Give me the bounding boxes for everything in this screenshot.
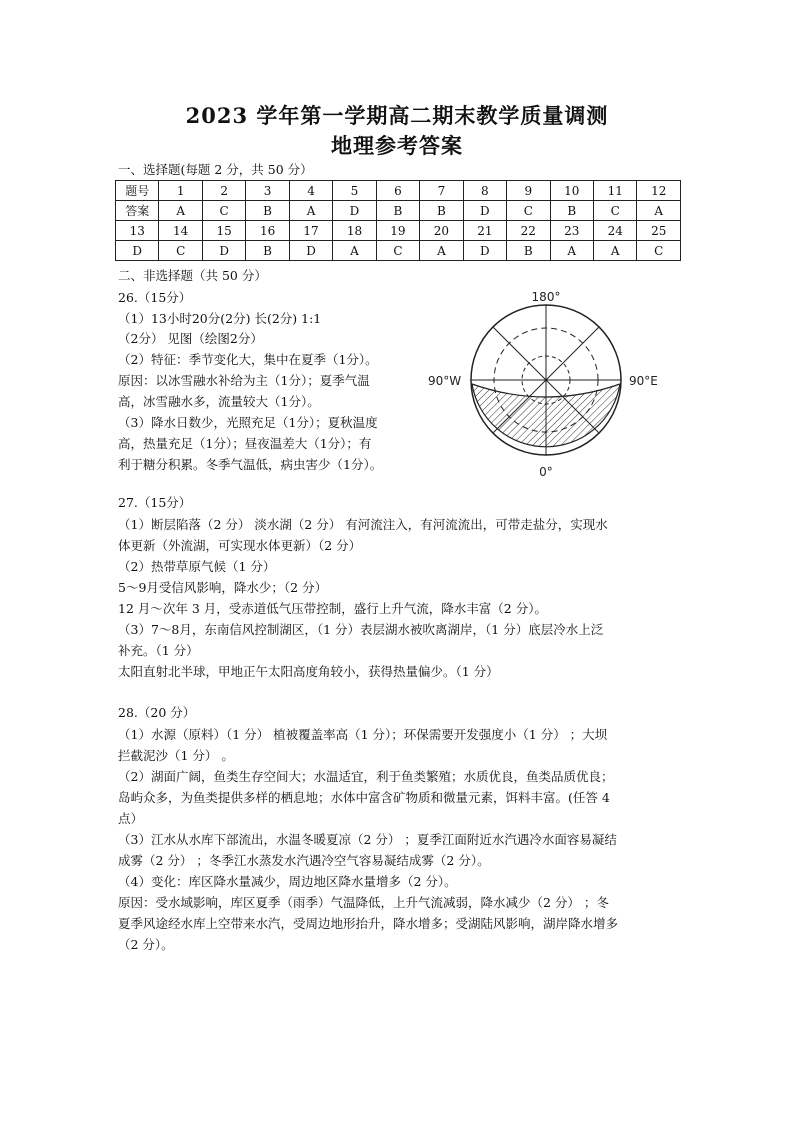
q26-line: （1）13小时20分(2分) 长(2分) 1:1 bbox=[118, 311, 322, 326]
table-cell: C bbox=[507, 201, 550, 221]
table-cell: B bbox=[376, 201, 419, 221]
table-cell: 18 bbox=[333, 221, 376, 241]
table-cell: 15 bbox=[202, 221, 245, 241]
page-title: 2023 学年第一学期高二期末教学质量调测 bbox=[185, 103, 609, 128]
table-cell: 22 bbox=[507, 221, 550, 241]
q28-line: （4）变化：库区降水量减少，周边地区降水量增多（2 分）。 bbox=[118, 874, 457, 889]
q28-line: （3）江水从水库下部流出，水温冬暖夏凉（2 分） ；夏季江面附近水汽遇冷水面容易凝结 bbox=[118, 832, 617, 847]
table-cell: 16 bbox=[246, 221, 289, 241]
q26-heading: 26.（15分） bbox=[118, 290, 192, 305]
table-cell: B bbox=[420, 201, 463, 221]
q28-heading: 28.（20 分） bbox=[118, 705, 196, 720]
q27-heading: 27.（15分） bbox=[118, 495, 192, 510]
table-cell: 题号 bbox=[116, 181, 159, 201]
table-cell: 25 bbox=[637, 221, 681, 241]
table-cell: A bbox=[289, 201, 332, 221]
q28-line: （2 分）。 bbox=[118, 937, 174, 952]
q28-line: 拦截泥沙（1 分） 。 bbox=[118, 748, 234, 763]
q26-line: （2）特征：季节变化大，集中在夏季（1分）。 bbox=[118, 352, 378, 367]
q28-line: 原因：受水域影响，库区夏季（雨季）气温降低，上升气流减弱，降水减少（2 分） ；冬 bbox=[118, 895, 609, 910]
table-row bbox=[116, 241, 681, 261]
q26-line: 高，热量充足（1分）；昼夜温差大（1分）；有 bbox=[118, 436, 372, 451]
q26-line: 高，冰雪融水多，流量较大（1分）。 bbox=[118, 394, 320, 409]
table-cell: 14 bbox=[159, 221, 202, 241]
table-cell: 13 bbox=[116, 221, 159, 241]
q26-line: （3）降水日数少，光照充足（1分）；夏秋温度 bbox=[118, 415, 378, 430]
table-cell: 19 bbox=[376, 221, 419, 241]
q27-line: （1）断层陷落（2 分） 淡水湖（2 分） 有河流注入，有河流流出，可带走盐分，实现水 bbox=[118, 517, 608, 532]
table-cell: D bbox=[116, 241, 159, 261]
q28-line: （2）湖面广阔，鱼类生存空间大；水温适宜，利于鱼类繁殖；水质优良，鱼类品质优良； bbox=[118, 769, 614, 784]
q27-line: 5～9月受信风影响，降水少；（2 分） bbox=[118, 580, 328, 595]
table-cell: B bbox=[550, 201, 593, 221]
table-cell: C bbox=[376, 241, 419, 261]
table-cell: 7 bbox=[420, 181, 463, 201]
table-cell: B bbox=[246, 201, 289, 221]
table-cell: D bbox=[289, 241, 332, 261]
q27-line: （3）7～8月，东南信风控制湖区，（1 分）表层湖水被吹离湖岸，（1 分）底层冷水上泛 bbox=[118, 622, 604, 637]
table-cell: 10 bbox=[550, 181, 593, 201]
table-cell: 12 bbox=[637, 181, 681, 201]
table-row bbox=[116, 201, 681, 221]
table-cell: A bbox=[159, 201, 202, 221]
table-cell: 23 bbox=[550, 221, 593, 241]
page-subtitle: 地理参考答案 bbox=[331, 133, 463, 158]
q27-line: 补充。（1 分） bbox=[118, 643, 199, 658]
label-180: 180° bbox=[531, 290, 561, 304]
q27-line: 12 月～次年 3 月，受赤道低气压带控制，盛行上升气流，降水丰富（2 分）。 bbox=[118, 601, 547, 616]
table-cell: D bbox=[463, 241, 506, 261]
table-cell: 21 bbox=[463, 221, 506, 241]
q26-line: （2分） 见图（绘图2分） bbox=[118, 331, 263, 346]
table-cell: A bbox=[333, 241, 376, 261]
table-cell: 1 bbox=[159, 181, 202, 201]
table-row bbox=[116, 221, 681, 241]
q26-line: 原因：以冰雪融水补给为主（1分）；夏季气温 bbox=[118, 373, 370, 388]
table-cell: 2 bbox=[202, 181, 245, 201]
table-cell: 3 bbox=[246, 181, 289, 201]
table-cell: 11 bbox=[593, 181, 636, 201]
table-cell: 20 bbox=[420, 221, 463, 241]
q26-line: 利于糖分积累。冬季气温低，病虫害少（1分）。 bbox=[118, 457, 383, 472]
table-cell: D bbox=[333, 201, 376, 221]
q28-line: 成雾（2 分） ；冬季江水蒸发水汽遇冷空气容易凝结成雾（2 分）。 bbox=[118, 853, 490, 868]
q27-line: 体更新（外流湖，可实现水体更新）（2 分） bbox=[118, 538, 362, 553]
table-cell: D bbox=[463, 201, 506, 221]
table-cell: A bbox=[550, 241, 593, 261]
polar-illumination-diagram bbox=[426, 290, 666, 480]
table-cell: 24 bbox=[593, 221, 636, 241]
table-cell: C bbox=[202, 201, 245, 221]
table-cell: 17 bbox=[289, 221, 332, 241]
table-cell: B bbox=[507, 241, 550, 261]
q28-line: 点） bbox=[118, 811, 144, 826]
label-90w: 90°W bbox=[428, 374, 462, 388]
table-cell: 9 bbox=[507, 181, 550, 201]
table-cell: 5 bbox=[333, 181, 376, 201]
label-90e: 90°E bbox=[629, 374, 658, 388]
table-cell: 答案 bbox=[116, 201, 159, 221]
answer-table bbox=[115, 180, 681, 261]
q28-line: （1）水源（原料）（1 分） 植被覆盖率高（1 分）；环保需要开发强度小（1 分） ；大坝 bbox=[118, 727, 608, 742]
table-cell: 8 bbox=[463, 181, 506, 201]
section1-heading: 一、选择题(每题 2 分，共 50 分） bbox=[118, 162, 313, 177]
table-cell: C bbox=[159, 241, 202, 261]
section2-heading: 二、非选择题（共 50 分） bbox=[118, 268, 267, 283]
table-cell: A bbox=[637, 201, 681, 221]
q28-line: 岛屿众多，为鱼类提供多样的栖息地；水体中富含矿物质和微量元素，饵料丰富。(任答 4 bbox=[118, 790, 610, 805]
table-row bbox=[116, 181, 681, 201]
label-0: 0° bbox=[539, 465, 553, 479]
table-cell: B bbox=[246, 241, 289, 261]
table-cell: 6 bbox=[376, 181, 419, 201]
q28-line: 夏季风途经水库上空带来水汽，受周边地形抬升，降水增多；受湖陆风影响，湖岸降水增多 bbox=[118, 916, 619, 931]
table-cell: A bbox=[593, 241, 636, 261]
table-cell: 4 bbox=[289, 181, 332, 201]
q27-line: （2）热带草原气候（1 分） bbox=[118, 559, 276, 574]
table-cell: D bbox=[202, 241, 245, 261]
table-cell: A bbox=[420, 241, 463, 261]
table-cell: C bbox=[593, 201, 636, 221]
q27-line: 太阳直射北半球，甲地正午太阳高度角较小，获得热量偏少。（1 分） bbox=[118, 664, 499, 679]
table-cell: C bbox=[637, 241, 681, 261]
